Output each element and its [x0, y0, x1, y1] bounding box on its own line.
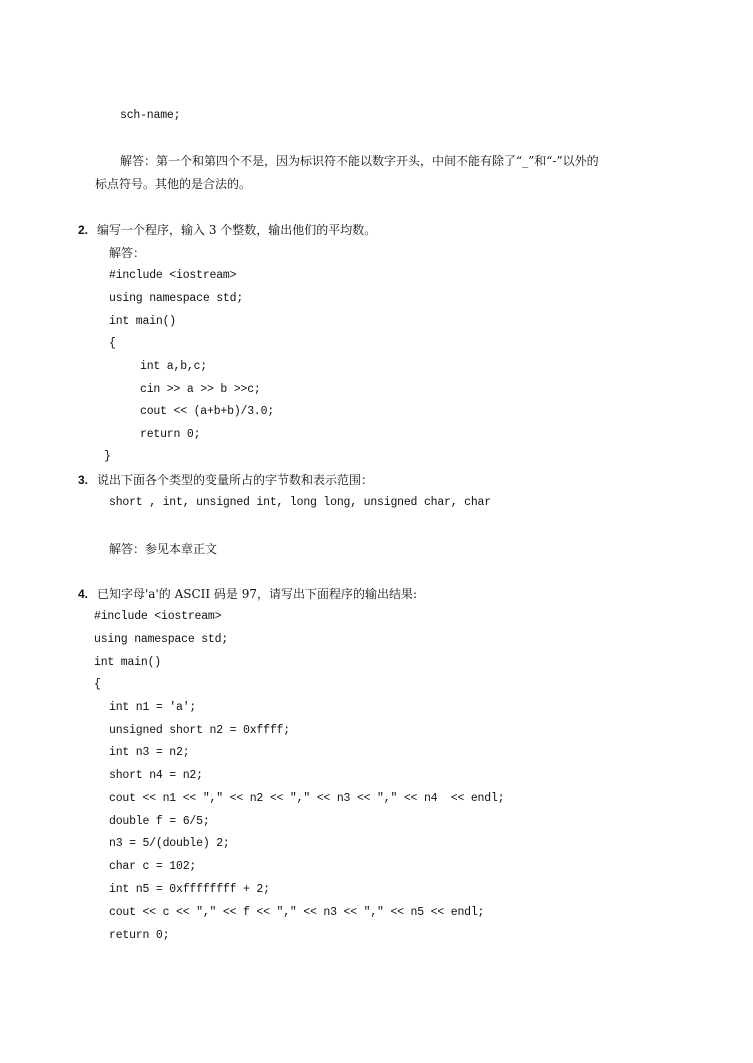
code-line: return 0; [140, 428, 201, 441]
code-line: using namespace std; [109, 292, 244, 305]
code-line: cout << n1 << "," << n2 << "," << n3 << "," << n4 << endl; [109, 792, 505, 805]
question-number: 3. [78, 473, 89, 487]
code-line: char c = 102; [109, 860, 197, 873]
code-line: int main() [109, 315, 177, 328]
answer-text: 解答：参见本章正文 [109, 542, 218, 556]
code-line: short n4 = n2; [109, 769, 203, 782]
code-line: cout << (a+b+b)/3.0; [140, 405, 275, 418]
code-line: int main() [94, 656, 162, 669]
code-line: double f = 6/5; [109, 815, 210, 828]
code-line: int n1 = 'a'; [109, 701, 197, 714]
code-line: unsigned short n2 = 0xffff; [109, 724, 290, 737]
code-line: return 0; [109, 929, 170, 942]
question-text: 说出下面各个类型的变量所占的字节数和表示范围： [97, 473, 374, 487]
code-line: int n3 = n2; [109, 746, 190, 759]
code-line: { [94, 678, 101, 691]
code-line: sch-name; [120, 109, 181, 122]
code-line: } [104, 450, 111, 463]
question-text: 已知字母'a'的 ASCII 码是 97，请写出下面程序的输出结果: [97, 587, 418, 601]
answer-label: 解答： [109, 246, 146, 260]
answer-text-continued: 标点符号。其他的是合法的。 [95, 177, 252, 191]
question-number: 2. [78, 223, 89, 237]
code-line: cout << c << "," << f << "," << n3 << "," << n5 << endl; [109, 906, 485, 919]
code-line: int a,b,c; [140, 360, 208, 373]
question-number: 4. [78, 587, 89, 601]
question-text: 编写一个程序，输入 3 个整数，输出他们的平均数。 [97, 223, 377, 237]
code-line: int n5 = 0xffffffff + 2; [109, 883, 270, 896]
code-line: n3 = 5/(double) 2; [109, 837, 230, 850]
code-line: using namespace std; [94, 633, 229, 646]
code-line: cin >> a >> b >>c; [140, 383, 261, 396]
code-line: #include <iostream> [109, 269, 237, 282]
type-list: short , int, unsigned int, long long, unsigned char, char [109, 496, 491, 509]
code-line: #include <iostream> [94, 610, 222, 623]
answer-text: 解答：第一个和第四个不是，因为标识符不能以数字开头，中间不能有除了“_”和“-”以外的 [120, 154, 599, 168]
code-line: { [109, 337, 116, 350]
